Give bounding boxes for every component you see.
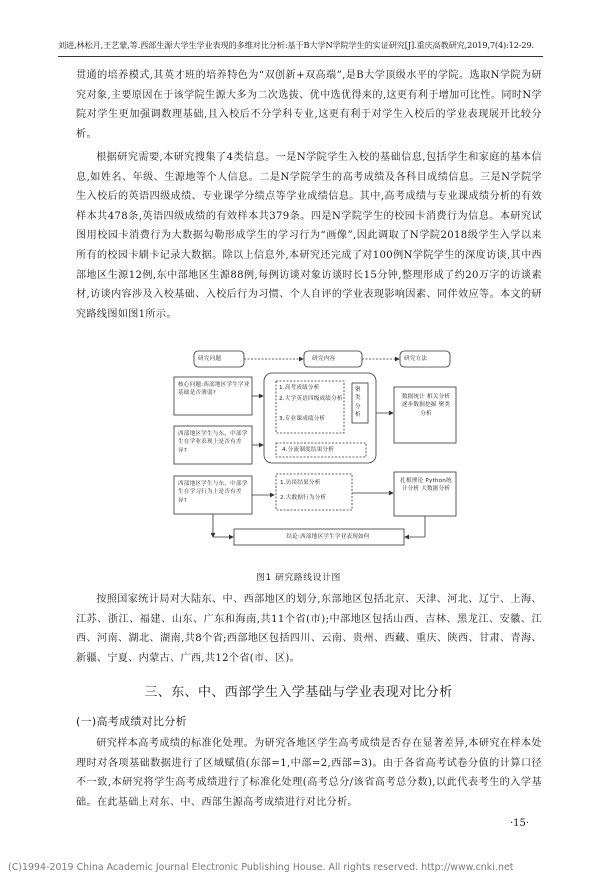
- content-item-6: 2.大数据行为分析: [280, 495, 327, 501]
- cluster-label: 聚类分析: [355, 387, 361, 419]
- content-item-1: 1.高考成绩分析: [279, 385, 320, 391]
- col-content-label: 研究内容: [312, 356, 336, 362]
- method-2-text: 扎根理论 Python统计分析 大数据分析: [400, 478, 452, 493]
- figure-caption: 图1 研究路线设计图: [256, 573, 341, 583]
- page-number: ·15·: [510, 818, 530, 829]
- section-heading: 三、东、中、西部学生入学基础与学业表现对比分析: [144, 685, 453, 700]
- paragraph-2: 根据研究需要,本研究搜集了4类信息。一是N学院学生入校的基础信息,包括学生和家庭的基本信息,如姓名、年级、生源地等个人信息。二是N学院学生的高考成绩及各科目成绩信息。三是N学院学生入校后的英语四级成绩、专业课学分绩点等学业成绩信息。其中,高考成绩与专业课成绩分析的有效样本共478条,英语四级成绩的有效样本共379条。四是N学院学生的校园卡消费行为信息。本研究试图用校园卡消费行为大数据勾勒形成学生的学习行为“画像”,因此调取了N学院2018级学生入学以来所有的校园卡刷卡记录大数据。除以上信息外,本研究还完成了对100例N学院学生的深度访谈,其中西部地区生源12例,东中部地区生源88例,每例访谈对象访谈时长15分钟,整理形成了约20万字的访谈素材,访谈内容涉及入校基础、入校后行为习惯、个人自评的学业表现影响因素、同伴效应等。本文的研究路线图如图1所示。: [76, 152, 542, 320]
- paragraph-4: 研究样本高考成绩的标准化处理。为研究各地区学生高考成绩是否存在显著差异,本研究在样本处理时对各项基础数据进行了区域赋值(东部=1,中部=2,西部=3)。由于各省高考试卷分值的计算口径不一致,本研究将学生高考成绩进行了标准化处理(高考总分/该省高考总分数),以此代表考生的入学基础。在此基础上对东、中、西部生源高考成绩进行对比分析。: [76, 738, 542, 808]
- paragraph-1: 贯通的培养模式,其英才班的培养特色为“双创新+双高端”,是B大学顶级水平的学院。选取N学院为研究对象,主要原因在于该学院生源大多为二次选拔、优中选优得来的,这更有利于增加可比性。同时N学院对学生更加强调数理基础,且入校后不分学科专业,这更有利于对学生入校后的学业表现展开比较分析。: [76, 70, 542, 140]
- header-rule: [58, 56, 543, 57]
- paragraph-3: 按照国家统计局对大陆东、中、西部地区的划分,东部地区包括北京、天津、河北、辽宁、上海、江苏、浙江、福建、山东、广东和海南,共11个省(市);中部地区包括山西、吉林、黑龙江、安徽、江西、河南、湖北、湖南,共8个省;西部地区包括四川、云南、贵州、西藏、重庆、陕西、甘肃、青海、新疆、宁夏、内蒙古、广西,共12个省(市、区)。: [76, 594, 542, 664]
- col-method-label: 研究方法: [404, 356, 428, 362]
- conclusion-text: 结论:西部地区学生学业表现如何: [286, 534, 370, 540]
- research-roadmap-figure: [168, 343, 460, 558]
- copyright-watermark: (C)1994-2019 China Academic Journal Electronic Publishing House. All rights reserved. http://www.cnki.net: [8, 862, 514, 873]
- question-3-text: 西部地区学生与东、中部学生在学习行为上是否有差异?: [178, 481, 248, 504]
- col-problem-label: 研究问题: [198, 356, 222, 362]
- content-item-2: 2.大学英语四级成绩分析: [279, 396, 343, 402]
- content-item-4: 4.分流制度结果分析: [282, 447, 335, 453]
- question-1-text: 核心问题:西部地区学生学业基础是否薄弱?: [178, 382, 250, 397]
- content-item-3: 3.专业课成绩分析: [279, 416, 326, 422]
- content-item-5: 1.访谈结果分析: [280, 480, 321, 486]
- question-2-text: 西部地区学生与东、中部学生在学业表现上是否有差异?: [178, 431, 248, 454]
- running-header-citation: 刘进,林松月,王艺蒙,等.西部生源大学生学业表现的多维对比分析:基于B大学N学院学生的实证研究[J].重庆高教研究,2019,7(4):12-29.: [58, 40, 534, 50]
- method-1-text: 数据统计 相关分析 逐步数据挖掘 聚类分析: [401, 394, 451, 417]
- sub-heading: (一)高考成绩对比分析: [76, 715, 187, 728]
